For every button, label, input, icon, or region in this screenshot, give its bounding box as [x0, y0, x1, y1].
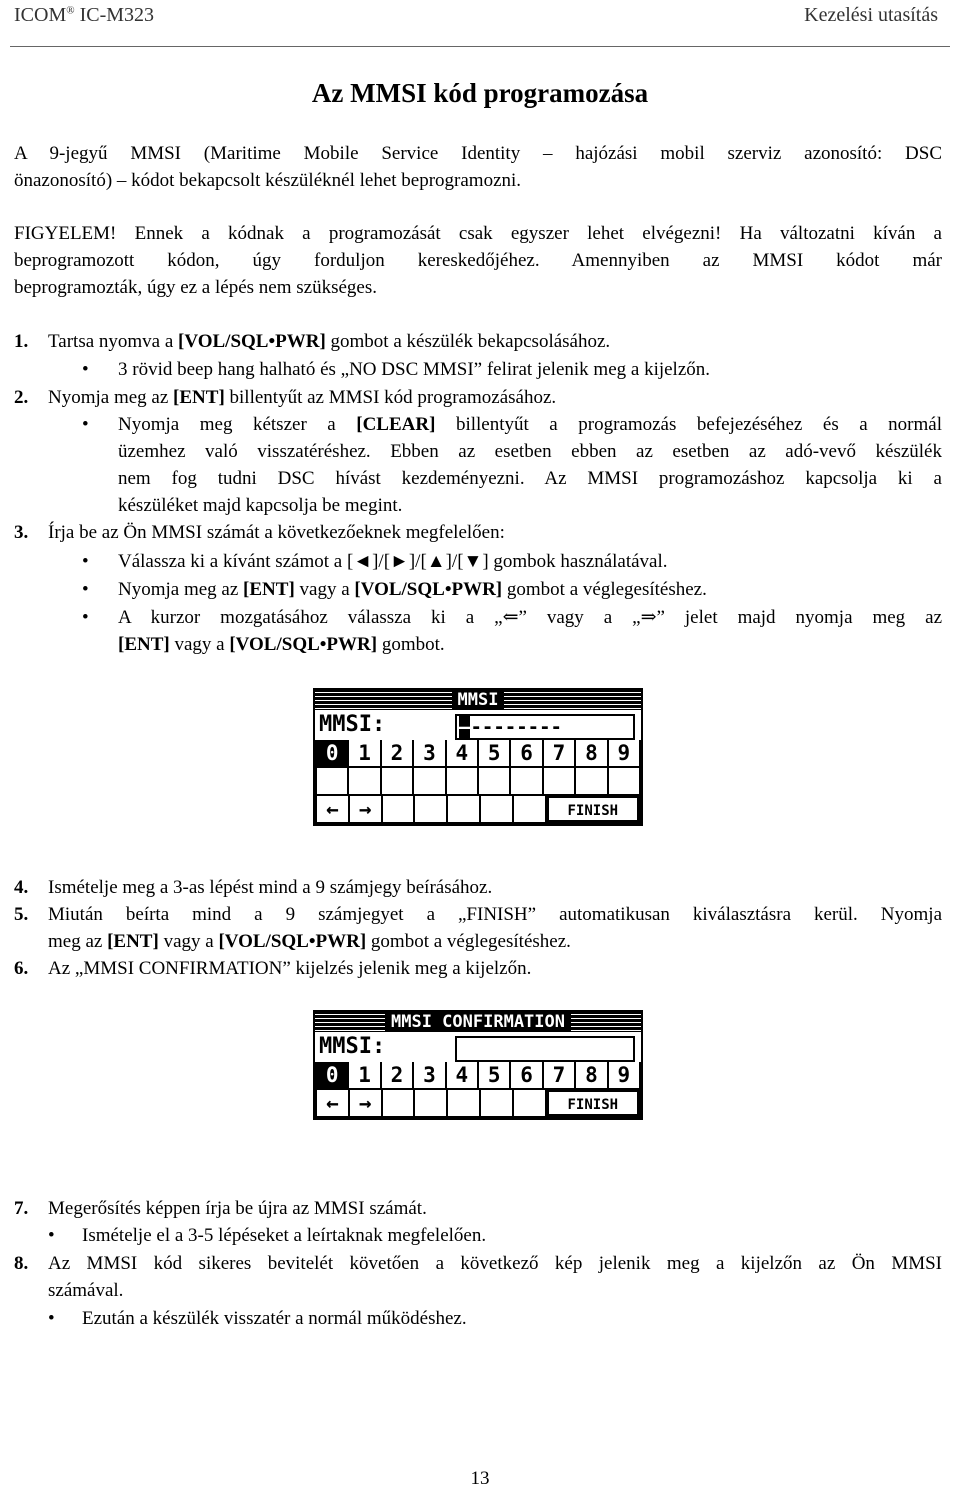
- step-1-bullet: 3 rövid beep hang halható és „NO DSC MMSI” felirat jelenik meg a kijelzőn.: [118, 359, 711, 380]
- right-arrow-icon: →: [350, 796, 381, 822]
- step-3-text: Írja be az Ön MMSI számát a következőeknek megfelelően:: [48, 522, 505, 543]
- lcd-empty-cell: [448, 1090, 479, 1116]
- page-title: Az MMSI kód programozása: [311, 78, 649, 108]
- lcd-nav-row: [315, 1090, 641, 1118]
- step-4-number: 4.: [14, 877, 29, 898]
- step-2-number: 2.: [14, 387, 29, 408]
- lcd-digit-3: 3: [414, 1062, 444, 1088]
- lcd-digit-9: 9: [609, 740, 639, 766]
- lcd-empty-cell: [415, 1090, 446, 1116]
- step-7-bullet: Ismételje el a 3-5 lépéseket a leírtaknak megfelelően.: [82, 1225, 487, 1246]
- bullet: •: [82, 414, 89, 435]
- lcd-digit-0: 0: [317, 740, 347, 766]
- step-7-text: Megerősítés képpen írja be újra az MMSI számát.: [48, 1198, 427, 1219]
- lcd-empty-cell: [349, 768, 379, 794]
- lcd-empty-cell: [576, 768, 606, 794]
- lcd-digit-0: 0: [317, 1062, 347, 1088]
- step-2-bullet: Nyomja meg kétszer a [CLEAR] billentyűt a programozás befejezéséhez és a normál üzemhez való visszatéréshez. Ebben az esetben ebben az esetben az adó-vevő készülék nem fog tudni DSC hívást kezdeményezni. Az MMSI programozáshoz kapcsolja ki a készüléket majd kapcsolja be megint.: [118, 414, 943, 516]
- left-arrow-icon: ←: [317, 796, 348, 822]
- bullet: •: [82, 359, 89, 380]
- step-8-number: 8.: [14, 1253, 29, 1274]
- step-3-bullet-2: Nyomja meg az [ENT] vagy a [VOL/SQL•PWR] gombot a véglegesítéshez.: [118, 579, 707, 600]
- lcd-empty-cell: [383, 1090, 414, 1116]
- lcd-digit-4: 4: [447, 740, 477, 766]
- step-3-bullet-3: A kurzor mozgatásához válassza ki a „⇐” vagy a „⇒” jelet majd nyomja meg az [ENT] vagy a [VOL/SQL•PWR] gombot.: [118, 607, 942, 655]
- header-rule: [10, 46, 950, 47]
- left-arrow-icon: ←: [317, 1090, 348, 1116]
- step-1-number: 1.: [14, 331, 29, 352]
- lcd-digit-8: 8: [576, 1062, 606, 1088]
- lcd-empty-cell: [544, 768, 574, 794]
- step-8-text: Az MMSI kód sikeres bevitelét követően a következő kép jelenik meg a kijelzőn az Ön MMSI számával.: [48, 1253, 942, 1301]
- step-4-text: Ismételje meg a 3-as lépést mind a 9 számjegy beírásához.: [48, 877, 493, 898]
- lcd-digit-9: 9: [609, 1062, 639, 1088]
- header-doc-title: Kezelési utasítás: [804, 4, 938, 26]
- intro-paragraph: A 9-jegyű MMSI (Maritime Mobile Service Identity – hajózási mobil szerviz azonosító: DSC önazonosító) – kódot bekapcsolt készüléknél lehet beprogramozni.: [14, 143, 942, 191]
- lcd-finish: FINISH: [547, 796, 639, 822]
- lcd-empty-cell: [447, 768, 477, 794]
- lcd-digit-1: 1: [349, 1062, 379, 1088]
- lcd-title-bar: MMSI: [315, 690, 641, 710]
- lcd-empty-cell: [414, 768, 444, 794]
- lcd-finish: FINISH: [547, 1090, 639, 1116]
- lcd-empty-cell: [514, 1090, 545, 1116]
- step-6-number: 6.: [14, 958, 29, 979]
- lcd-empty-cell: [511, 768, 541, 794]
- step-7-number: 7.: [14, 1198, 29, 1219]
- lcd-input-row: [315, 1032, 641, 1062]
- lcd-digit-6: 6: [511, 1062, 541, 1088]
- lcd-digit-1: 1: [349, 740, 379, 766]
- step-3-number: 3.: [14, 522, 29, 543]
- lcd-mmsi-label: MMSI:: [319, 712, 386, 737]
- lcd-empty-cell: [481, 796, 512, 822]
- lcd-empty-cell: [609, 768, 639, 794]
- bullet: •: [82, 579, 89, 600]
- lcd-digit-2: 2: [382, 740, 412, 766]
- lcd-digit-grid: [315, 740, 641, 796]
- header-model: ICOM® IC-M323: [14, 4, 155, 26]
- lcd-digit-5: 5: [479, 740, 509, 766]
- step-1-text: Tartsa nyomva a [VOL/SQL•PWR] gombot a készülék bekapcsolásához.: [48, 331, 611, 352]
- warning-paragraph: FIGYELEM! Ennek a kódnak a programozását csak egyszer lehet elvégezni! Ha változatni kíván a beprogramozott kódon, úgy forduljon kereskedőjéhez. Amennyiben az MMSI kódot már beprogramozták, úgy ez a lépés nem szükséges.: [14, 223, 942, 298]
- step-6-text: Az „MMSI CONFIRMATION” kijelzés jelenik meg a kijelzőn.: [48, 958, 532, 979]
- lcd-mmsi-label: MMSI:: [319, 1034, 386, 1059]
- lcd-mmsi-field: [455, 1036, 635, 1062]
- lcd-cursor: –: [459, 716, 471, 738]
- lcd-empty-cell: [415, 796, 446, 822]
- bullet: •: [48, 1308, 55, 1329]
- lcd-empty-cell: [382, 768, 412, 794]
- page-number: 13: [470, 1468, 490, 1489]
- lcd-digit-5: 5: [479, 1062, 509, 1088]
- bullet: •: [82, 551, 89, 572]
- lcd-mmsi-screen: [313, 688, 643, 826]
- bullet: •: [48, 1225, 55, 1246]
- lcd-empty-cell: [481, 1090, 512, 1116]
- lcd-digit-7: 7: [544, 1062, 574, 1088]
- lcd-empty-cell: [479, 768, 509, 794]
- lcd-empty-cell: [383, 796, 414, 822]
- step-8-bullet: Ezután a készülék visszatér a normál működéshez.: [82, 1308, 467, 1329]
- lcd-empty-cell: [317, 768, 347, 794]
- lcd-empty-cell: [448, 796, 479, 822]
- lcd-digit-2: 2: [382, 1062, 412, 1088]
- lcd-digit-4: 4: [447, 1062, 477, 1088]
- step-3-bullet-1: Válassza ki a kívánt számot a [◄]/[►]/[▲]/[▼] gombok használatával.: [118, 551, 668, 572]
- step-5-number: 5.: [14, 904, 29, 925]
- lcd-digit-6: 6: [511, 740, 541, 766]
- step-2-text: Nyomja meg az [ENT] billentyűt az MMSI kód programozásához.: [48, 387, 557, 408]
- lcd-confirmation-screen: [313, 1010, 643, 1120]
- lcd-mmsi-field: –--------: [455, 714, 635, 740]
- lcd-empty-cell: [514, 796, 545, 822]
- bullet: •: [82, 607, 89, 628]
- lcd-digit-8: 8: [576, 740, 606, 766]
- lcd-nav-row: [315, 796, 641, 824]
- lcd-title-bar: MMSI CONFIRMATION: [315, 1012, 641, 1032]
- step-5-text: Miután beírta mind a 9 számjegyet a „FINISH” automatikusan kiválasztásra kerül. Nyomja meg az [ENT] vagy a [VOL/SQL•PWR] gombot a véglegesítéshez.: [48, 904, 942, 952]
- right-arrow-icon: →: [350, 1090, 381, 1116]
- lcd-digit-3: 3: [414, 740, 444, 766]
- lcd-digit-grid: [315, 1062, 641, 1090]
- lcd-digit-7: 7: [544, 740, 574, 766]
- lcd-input-row: [315, 710, 641, 740]
